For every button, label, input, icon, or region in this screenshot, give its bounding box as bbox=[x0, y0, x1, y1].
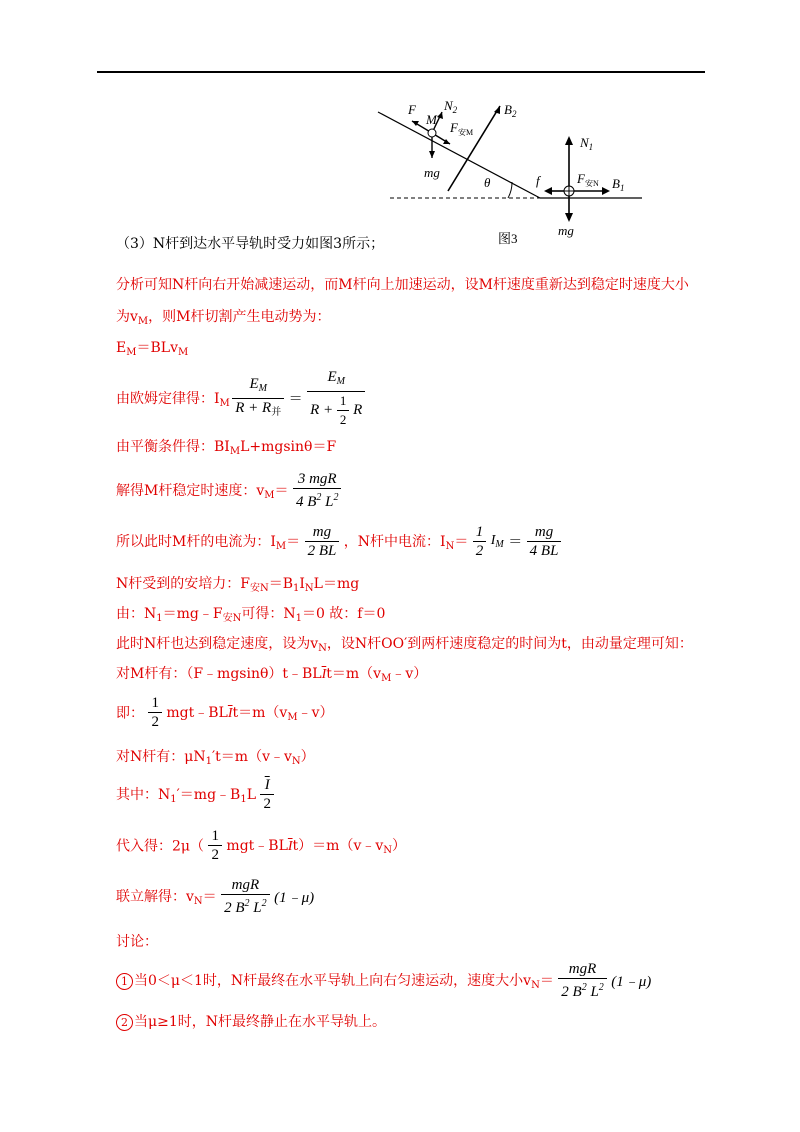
line-m-momentum: 对M杆有：$(F﹣mgsin\theta)t﹣BL\overline{I}t=m(v_M﹣v)$ bbox=[116, 666, 428, 684]
n2-arrowhead bbox=[437, 112, 443, 119]
ohm-fraction-2: $E_M$ R + $\frac{1}{2}$ R bbox=[307, 368, 365, 429]
label-b2: $B_2$ bbox=[504, 102, 517, 119]
line-n-momentum: 对N杆有：$\mu N_1't=m(v﹣v_N)$ bbox=[116, 749, 315, 767]
line-momentum-intro: 此时N杆也达到稳定速度，设为$v_N$，设N杆OO′到两杆速度稳定的时间为t，由动量定理可知： bbox=[116, 636, 693, 654]
label-f: F bbox=[408, 102, 416, 117]
label-n1: $N_1$ bbox=[580, 135, 594, 152]
label-friction: f bbox=[536, 173, 540, 188]
m-velocity-fraction: $\frac{\text{3 mgR}}{4 B^2 L^2}$ bbox=[293, 470, 342, 511]
theta-arc bbox=[508, 182, 512, 198]
n1-arrowhead bbox=[565, 136, 573, 145]
label-n2: $N_2$ bbox=[444, 98, 458, 115]
line-currents: 所以此时M杆的电流为：$I_M=$ $\frac{mg}{2 BL}$ ，N杆中电流：$I_N=$ $\frac{1}{2}$ $I_M$ ＝ $\frac{mg}{4 BL}$ bbox=[116, 523, 561, 560]
line-m-momentum-simplified: 即： $\frac{1}{2}$ $mgt﹣BL\overline{I}t=m(v_M﹣v)$ bbox=[116, 695, 334, 730]
friction-arrowhead bbox=[544, 187, 552, 195]
label-theta: θ bbox=[484, 175, 491, 190]
line-emf: $E_M=BLv_M$ bbox=[116, 340, 189, 358]
line-normal-force: 由：$N_1=mg﹣F_{安N}$可得：$N_1=0$ 故：f＝0 bbox=[116, 606, 386, 624]
line-discussion: 讨论： bbox=[116, 934, 158, 950]
header-rule bbox=[97, 71, 705, 73]
label-m: M bbox=[426, 112, 437, 127]
line-solve-vn: 联立解得：$v_N=$ $\frac{\text{mgR}}{2 B^2 L^2}$ (1﹣μ) bbox=[116, 877, 315, 916]
mg-left-arrowhead bbox=[429, 151, 435, 158]
line-ampere-force: N杆受到的安培力：$F_{安N}=B_1I_NL=mg$ bbox=[116, 576, 360, 594]
line-case-2: 2 当μ≥1时，N杆最终静止在水平导轨上。 bbox=[116, 1012, 386, 1032]
line-analysis: 分析可知N杆向右开始减速运动，而M杆向上加速运动，设M杆速度重新达到稳定时速度大小 bbox=[116, 277, 689, 293]
line-n1-prime: 其中：$N_1'=mg﹣B_1L$ $\frac{\overline{I}}{2}$ bbox=[116, 776, 274, 813]
line-case-1: 1 当0＜μ＜1时，N杆最终在水平导轨上向右匀速运动，速度大小$v_N=$ $\frac{\text{mgR}}{2 B^2 L^2}$ (1﹣μ) bbox=[116, 960, 651, 1001]
line-balance: 由平衡条件得：$BI_ML+mgsin\theta=F$ bbox=[116, 439, 337, 457]
force-diagram-figure-3 bbox=[370, 88, 660, 248]
line-velocity-def: 为$v_M$，则M杆切割产生电动势为： bbox=[116, 309, 331, 327]
ohm-fraction-1: $\frac{E_M}{R + R_并}$ bbox=[232, 375, 284, 422]
label-b1: $B_1$ bbox=[612, 176, 625, 193]
mg-right-arrowhead bbox=[565, 213, 573, 222]
label-mg-left: mg bbox=[424, 165, 440, 180]
f-an-n-arrowhead bbox=[602, 187, 610, 195]
label-f-an-m: $F_{安M}$ bbox=[450, 120, 474, 137]
inclined-rail bbox=[378, 112, 540, 198]
label-f-an-n: $F_{安N}$ bbox=[577, 171, 599, 188]
label-mg-right: mg bbox=[558, 223, 574, 238]
b2-arrowhead bbox=[494, 106, 500, 114]
line-m-velocity: 解得M杆稳定时速度：$v_M=$ $\frac{\text{3 mgR}}{4 B^2 L^2}$ bbox=[116, 470, 341, 511]
line-part3-intro: （3）N杆到达水平导轨时受力如图3所示； bbox=[116, 236, 385, 252]
force-diagram-svg bbox=[370, 88, 660, 248]
b2-field-line bbox=[448, 106, 500, 191]
line-ohm-law: 由欧姆定律得：$I_M$ $\frac{E_M}{R + R_并}$ ＝ $E_M$ R + $\frac{1}{2}$ R bbox=[116, 368, 365, 429]
figure-caption: 图3 bbox=[498, 231, 518, 246]
m-rod-point bbox=[428, 129, 436, 137]
line-substitute: 代入得：2μ（ $\frac{1}{2}$ $mgt﹣BL\overline{I}t)=m(v﹣v_N)$ bbox=[116, 828, 407, 863]
